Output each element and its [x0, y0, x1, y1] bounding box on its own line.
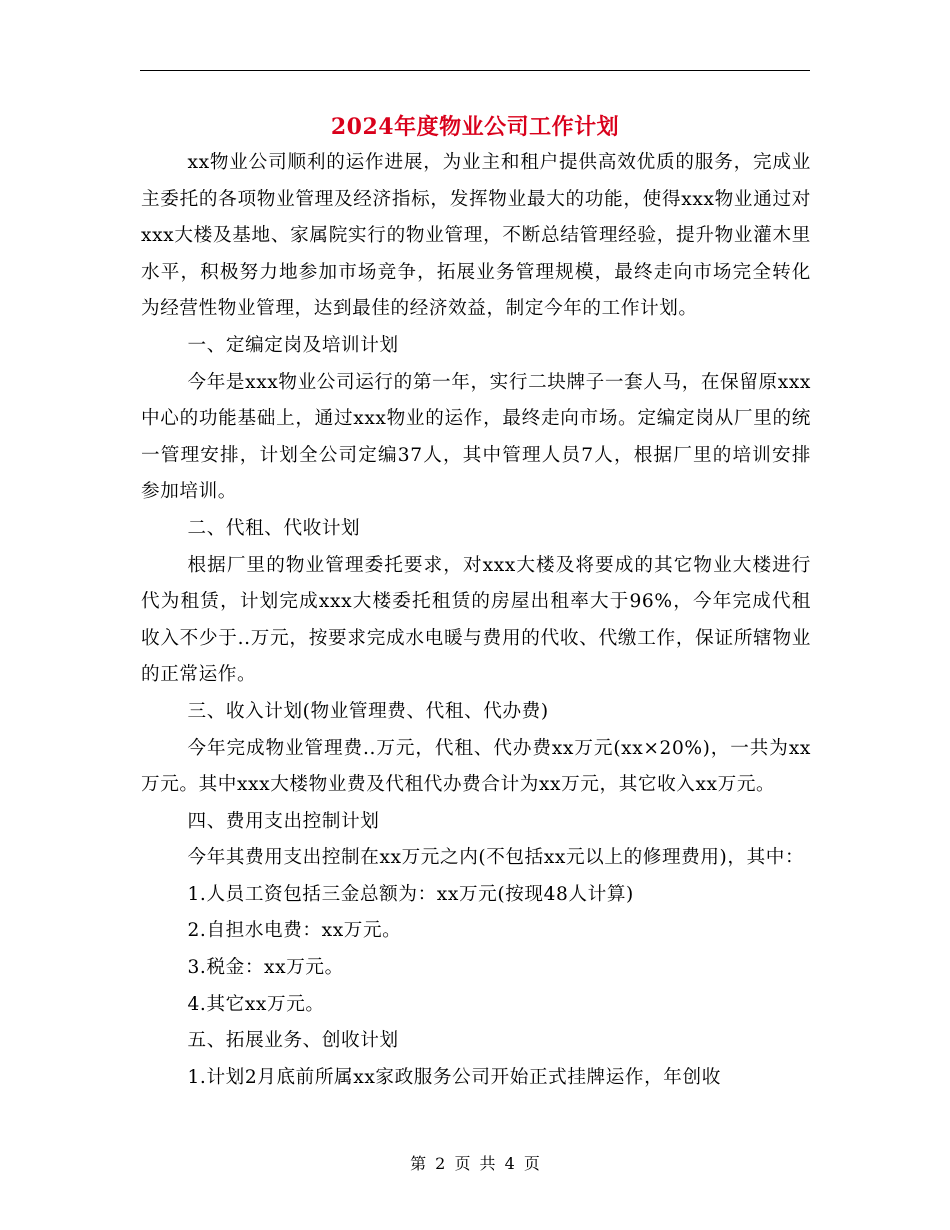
header-rule: [140, 70, 810, 71]
section-heading-1: 一、定编定岗及培训计划: [187, 334, 399, 356]
section-heading-5: 五、拓展业务、创收计划: [187, 1030, 399, 1052]
page-number: 第 2 页 共 4 页: [410, 1154, 540, 1173]
paragraph-intro: xx物业公司顺利的运作进展，为业主和租户提供高效优质的服务，完成业主委托的各项物业管理及经济指标，发挥物业最大的功能，使得xxx物业通过对xxx大楼及基地、家属院实行的物业管理，不断总结管理经验，提升物业灌木里水平，积极努力地参加市场竞争，拓展业务管理规模，最终走向市场完全转化为经营性物业管理，达到最佳的经济效益，制定今年的工作计划。: [141, 152, 811, 320]
paragraph-expansion: 1.计划2月底前所属xx家政服务公司开始正式挂牌运作，年创收: [187, 1066, 721, 1088]
list-item-3: 3.税金：xx万元。: [187, 957, 344, 979]
document-title: 2024年度物业公司工作计划: [330, 114, 620, 140]
paragraph-leasing: 根据厂里的物业管理委托要求，对xxx大楼及将要成的其它物业大楼进行代为租赁，计划完成xxx大楼委托租赁的房屋出租率大于96%，今年完成代租收入不少于..万元，按要求完成水电暖与费用的代收、代缴工作，保证所辖物业的正常运作。: [141, 554, 811, 686]
document-body: [141, 145, 811, 1096]
section-heading-2: 二、代租、代收计划: [187, 517, 361, 539]
section-heading-4: 四、费用支出控制计划: [187, 810, 380, 832]
list-item-2: 2.自担水电费：xx万元。: [187, 920, 402, 942]
paragraph-expense: 今年其费用支出控制在xx万元之内(不包括xx元以上的修理费用)，其中：: [187, 847, 805, 869]
list-item-1: 1.人员工资包括三金总额为：xx万元(按现48人计算): [187, 883, 634, 905]
paragraph-staffing: 今年是xxx物业公司运行的第一年，实行二块牌子一套人马，在保留原xxx中心的功能基础上，通过xxx物业的运作，最终走向市场。定编定岗从厂里的统一管理安排，计划全公司定编37人，其中管理人员7人，根据厂里的培训安排参加培训。: [141, 371, 811, 503]
section-heading-3: 三、收入计划(物业管理费、代租、代办费): [187, 700, 549, 722]
paragraph-income: 今年完成物业管理费..万元，代租、代办费xx万元(xx×20%)，一共为xx万元。其中xxx大楼物业费及代租代办费合计为xx万元，其它收入xx万元。: [141, 737, 811, 796]
list-item-4: 4.其它xx万元。: [187, 993, 325, 1015]
